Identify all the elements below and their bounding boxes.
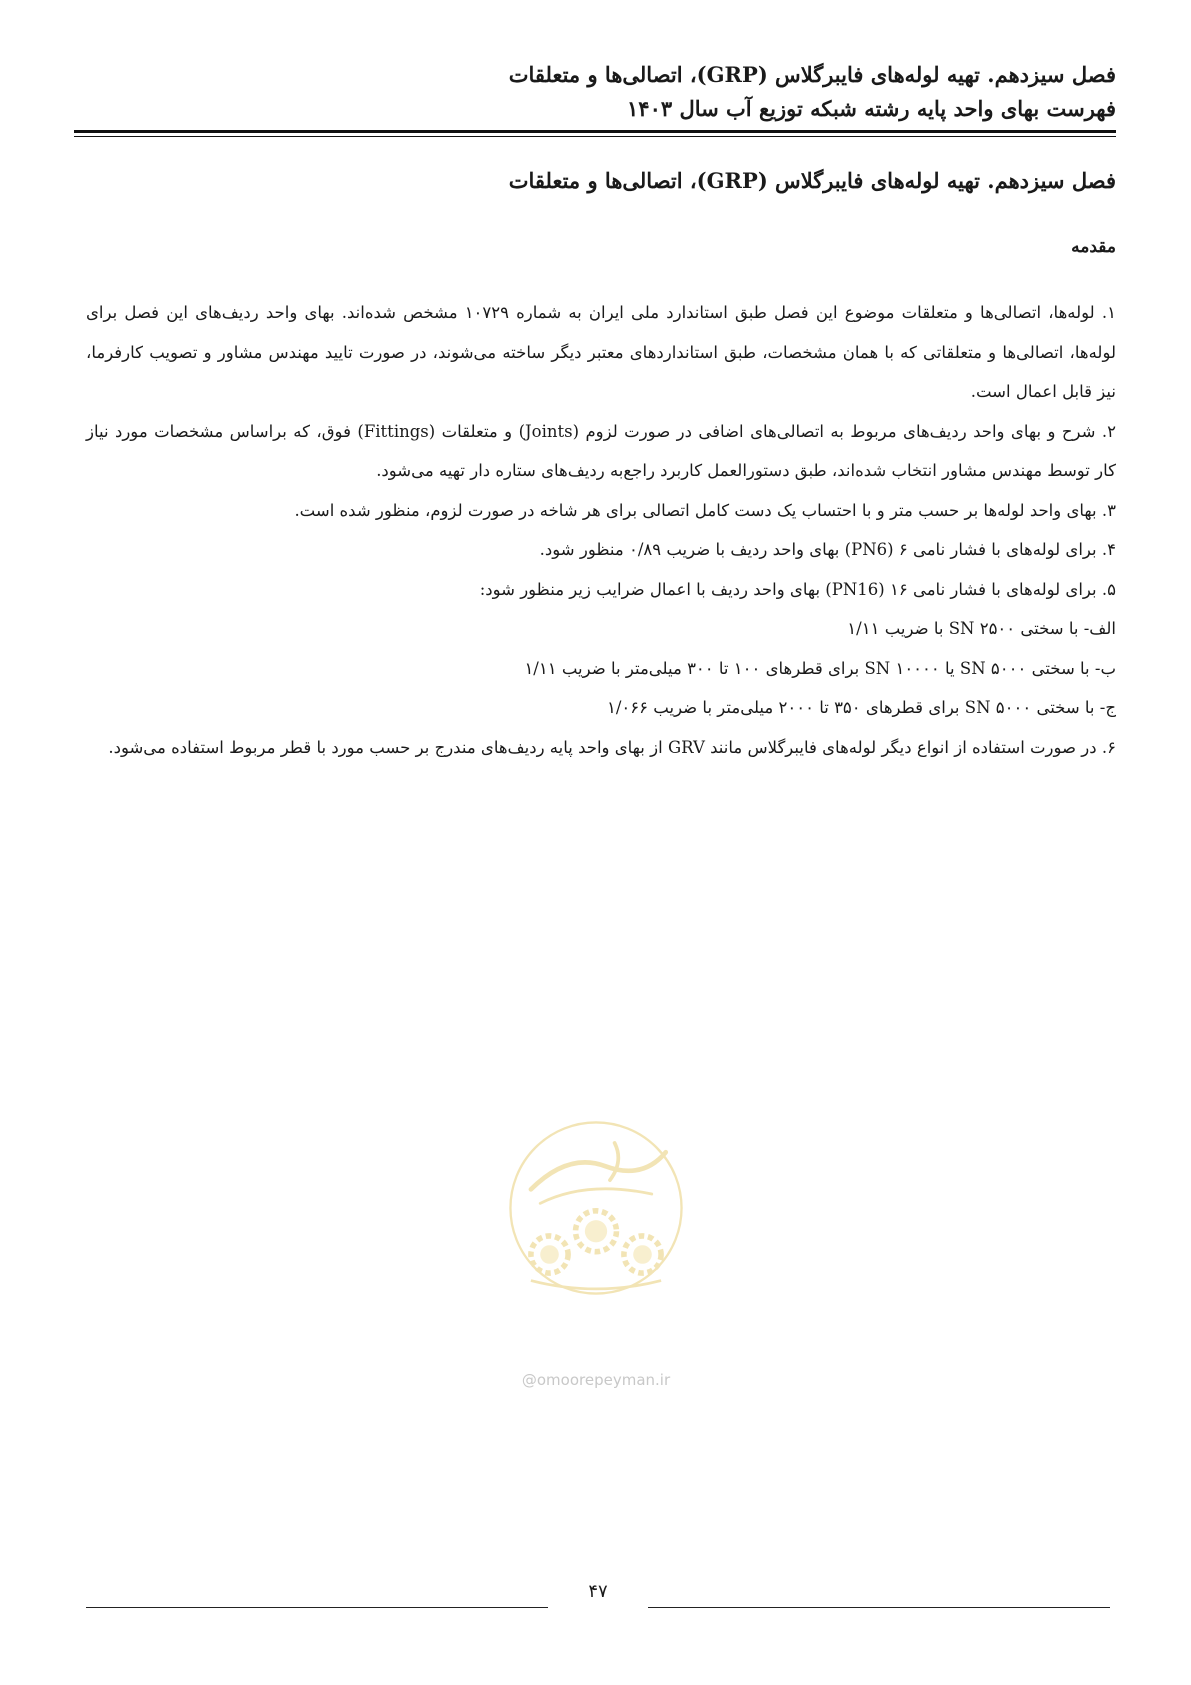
watermark-logo-icon bbox=[503, 1115, 689, 1301]
paragraph-6: ۶. در صورت استفاده از انواع دیگر لوله‌های فایبرگلاس مانند GRV از بهای واحد پایه ردیف‌های مندرج بر حسب مورد با قطر مربوط استفاده می‌شود. bbox=[108, 737, 1116, 757]
body-text bbox=[86, 293, 1116, 767]
paragraph-4: ۴. برای لوله‌های با فشار نامی ۶ (PN6) بهای واحد ردیف با ضریب ۰/۸۹ منظور شود. bbox=[539, 540, 1116, 559]
paragraph-3: ۳. بهای واحد لوله‌ها بر حسب متر و با احتساب یک دست کامل اتصالی برای هر شاخه در صورت لزوم، منظور شده است. bbox=[294, 500, 1116, 520]
header-rule-thin bbox=[74, 136, 1116, 137]
paragraph-1: ۱. لوله‌ها، اتصالی‌ها و متعلقات موضوع این فصل طبق استاندارد ملی ایران به شماره ۱۰۷۲۹ مشخص شده‌اند. بهای واحد ردیف‌های این فصل برای لوله‌ها، اتصالی‌ها و متعلقاتی که با همان مشخصات، طبق استانداردهای معتبر دیگر ساخته می‌شوند، در صورت تایید مهندس مشاور و تصویب کارفرما، نیز قابل اعمال است. bbox=[86, 303, 1116, 401]
watermark-site-text: @omoorepeyman.ir bbox=[521, 1371, 671, 1389]
intro-heading: مقدمه bbox=[1071, 237, 1116, 257]
paragraph-5: ۵. برای لوله‌های با فشار نامی ۱۶ (PN16) بهای واحد ردیف با اعمال ضرایب زیر منظور شود: bbox=[479, 579, 1116, 599]
paragraph-5-c: ج- با سختی SN ۵۰۰۰ برای قطرهای ۳۵۰ تا ۲۰۰۰ میلی‌متر با ضریب ۱/۰۶۶ bbox=[607, 698, 1116, 717]
paragraph-5-b: ب- با سختی SN ۵۰۰۰ یا SN ۱۰۰۰۰ برای قطرهای ۱۰۰ تا ۳۰۰ میلی‌متر با ضریب ۱/۱۱ bbox=[524, 658, 1116, 678]
running-header bbox=[74, 58, 1116, 126]
paragraph-2: ۲. شرح و بهای واحد ردیف‌های مربوط به اتصالی‌های اضافی در صورت لزوم (Joints) و متعلقات (Fittings) فوق، که براساس مشخصات مورد نیاز کار توسط مهندس مشاور انتخاب شده‌اند، طبق دستورالعمل کاربرد راجع‌به ردیف‌های ستاره دار تهیه می‌شود. bbox=[86, 421, 1116, 480]
chapter-title: فصل سیزدهم. تهیه لوله‌های فایبرگلاس (GRP)، اتصالی‌ها و متعلقات bbox=[508, 168, 1116, 193]
header-chapter-line: فصل سیزدهم. تهیه لوله‌های فایبرگلاس (GRP)، اتصالی‌ها و متعلقات bbox=[508, 62, 1116, 87]
paragraph-5-a: الف- با سختی SN ۲۵۰۰ با ضریب ۱/۱۱ bbox=[847, 619, 1116, 638]
page-number: ۴۷ bbox=[588, 1581, 608, 1602]
footer-rule-left bbox=[86, 1607, 548, 1608]
footer-rule-right bbox=[648, 1607, 1110, 1608]
header-rule-thick bbox=[74, 130, 1116, 133]
header-book-title: فهرست بهای واحد پایه رشته شبکه توزیع آب سال ۱۴۰۳ bbox=[627, 96, 1116, 121]
